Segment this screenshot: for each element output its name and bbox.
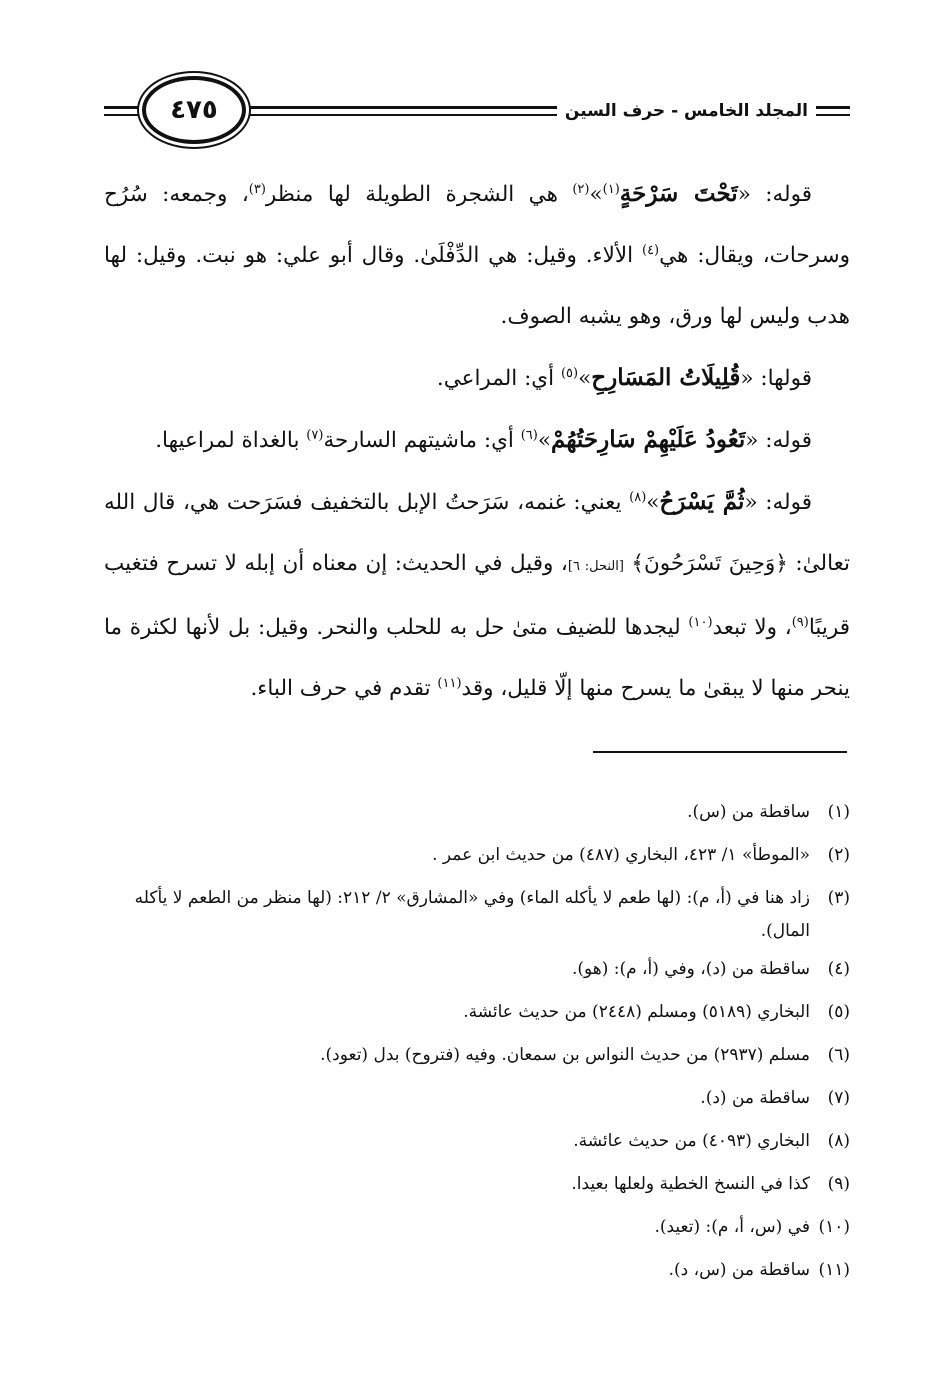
paragraph-text: يعني: غنمه، سَرَحتُ الإبل بالتخفيف فسَرَحت هي، قال الله تعالىٰ: ﴿وَحِينَ تَسْرَحُونَ﴾ <box>104 490 850 576</box>
footnote-text: البخاري (٥١٨٩) ومسلم (٢٤٤٨) من حديث عائشة. <box>463 1002 810 1022</box>
footnote-marker: (٩) <box>791 614 809 630</box>
paragraph-text: قولها: « <box>740 366 812 391</box>
footnote-separator <box>593 751 847 753</box>
paragraph <box>104 163 850 347</box>
hadith-quote: تَعُودُ عَلَيْهِمْ سَارِحَتُهُمْ <box>551 426 746 453</box>
footnote-text: البخاري (٤٠٩٣) من حديث عائشة. <box>573 1131 810 1151</box>
paragraph-text: الألاء. وقيل: هي الدِّفْلَىٰ. وقال أبو علي: هو نبت. وقيل: لها هدب وليس لها ورق، وهو يشبه الصوف. <box>104 243 850 329</box>
page-number-badge <box>142 76 246 144</box>
main-text <box>104 163 850 719</box>
paragraph-text: » <box>589 182 603 207</box>
footnote-number: (٦) <box>827 1045 850 1065</box>
footnote-number: (٥) <box>827 1002 850 1022</box>
page-header <box>104 70 850 150</box>
paragraph-text: » <box>537 428 552 453</box>
footnote-marker: (٣) <box>248 181 266 197</box>
hadith-quote: ثُمَّ يَسْرَحُ <box>659 488 745 515</box>
footnote-marker: (٨) <box>629 489 647 505</box>
paragraph-text: بالغداة لمراعيها. <box>155 428 307 453</box>
paragraph <box>104 471 850 719</box>
footnote-item <box>104 1163 850 1206</box>
footnote-marker: (٢) <box>572 181 590 197</box>
footnote-item <box>104 948 850 991</box>
footnote-number: (١) <box>827 802 850 822</box>
paragraph-text: قوله: « <box>745 428 812 453</box>
footnote-item <box>104 1034 850 1077</box>
hadith-quote: تَحْتَ سَرْحَةٍ <box>619 180 738 207</box>
footnote-text: مسلم (٢٩٣٧) من حديث النواس بن سمعان. وفيه (فتروح) بدل (تعود). <box>320 1045 810 1065</box>
footnote-number: (٢) <box>827 845 850 865</box>
paragraph <box>104 409 850 471</box>
footnote-number: (١١) <box>818 1260 850 1280</box>
paragraph-text: ليجدها للضيف متىٰ حل به للحلب والنحر. وقيل: بل لأنها لكثرة ما ينحر منها لا يبقىٰ ما يسرح منها إلّا قليل، وقد <box>104 615 850 701</box>
footnote-number: (١٠) <box>818 1217 850 1237</box>
paragraph-text: » <box>646 490 660 515</box>
hadith-quote: قُلِيلَاتُ المَسَارِحِ <box>591 364 741 391</box>
footnote-text: ساقطة من (س، د). <box>668 1260 810 1280</box>
footnote-text: ساقطة من (د). <box>700 1088 810 1108</box>
footnote-item <box>104 991 850 1034</box>
footnote-text: كذا في النسخ الخطية ولعلها بعيدا. <box>571 1174 810 1194</box>
paragraph-text: ، ولا تبعد <box>712 615 792 640</box>
footnote-item <box>104 1077 850 1120</box>
footnote-item <box>104 877 850 948</box>
footnote-item <box>104 1206 850 1249</box>
footnote-text: «الموطأ» ١/ ٤٢٣، البخاري (٤٨٧) من حديث ابن عمر . <box>432 845 810 865</box>
paragraph-text: ، وقيل في الحديث: إن معناه أن إبله لا تسرح فتغيب قريبًا <box>104 551 850 640</box>
footnote-marker: (٦) <box>520 427 538 443</box>
paragraph-text: ، وجمعه: سُرُح وسرحات، ويقال: هي <box>104 182 850 268</box>
footnote-number: (٣) <box>827 888 850 908</box>
paragraph-text: قوله: « <box>744 490 812 515</box>
footnote-number: (٧) <box>827 1088 850 1108</box>
footnote-text: ساقطة من (د)، وفي (أ، م): (هو). <box>571 959 810 979</box>
footnote-text: زاد هنا في (أ، م): (لها طعم لا يأكله الماء) وفي «المشارق» ٢/ ٢١٢: (لها منظر من الطعم لا يأكله المال). <box>134 888 810 941</box>
paragraph-text: » <box>578 366 592 391</box>
footnote-item <box>104 791 850 834</box>
footnote-item <box>104 834 850 877</box>
paragraph-text: أي: ماشيتهم السارحة <box>323 428 521 453</box>
footnote-number: (٨) <box>827 1131 850 1151</box>
footnote-marker: (٤) <box>641 242 660 258</box>
footnote-text: ساقطة من (س). <box>687 802 810 822</box>
footnote-marker: (٧) <box>306 427 324 443</box>
footnote-item <box>104 1249 850 1292</box>
running-title: المجلد الخامس - حرف السين <box>557 101 816 121</box>
footnotes <box>104 791 850 1292</box>
paragraph <box>104 347 850 409</box>
footnote-text: في (س، أ، م): (تعيد). <box>654 1217 810 1237</box>
footnote-number: (٤) <box>827 959 850 979</box>
page-number: ٤٧٥ <box>170 95 218 125</box>
footnote-item <box>104 1120 850 1163</box>
footnote-marker: (١) <box>602 181 620 197</box>
paragraph-text: قوله: « <box>737 182 812 207</box>
footnote-marker: (١٠) <box>688 614 713 630</box>
quran-reference: [النحل: ٦] <box>567 559 624 574</box>
paragraph-text: هي الشجرة الطويلة لها منظر <box>265 182 573 207</box>
paragraph-text: أي: المراعي. <box>436 366 561 391</box>
footnote-marker: (١١) <box>437 675 462 691</box>
footnote-number: (٩) <box>827 1174 850 1194</box>
paragraph-text: تقدم في حرف الباء. <box>250 676 438 701</box>
footnote-marker: (٥) <box>560 365 579 381</box>
